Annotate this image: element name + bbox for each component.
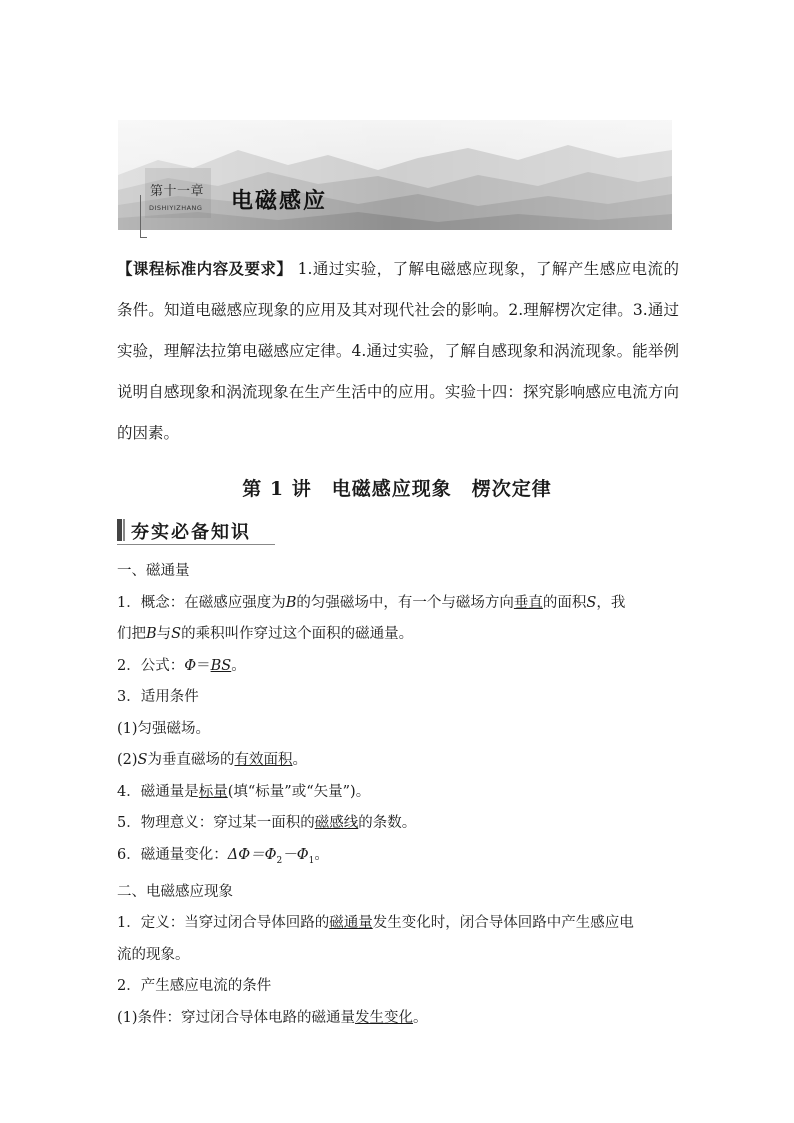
- chapter-bracket-decoration: [140, 195, 147, 238]
- section-header-label: 夯实必备知识: [131, 522, 251, 543]
- definition-line-2: 流的现象。: [117, 946, 190, 963]
- current-condition-1: (1)条件：穿过闭合导体电路的磁通量发生变化。: [117, 1009, 428, 1026]
- lesson-title: 第 1 讲 电磁感应现象 楞次定律: [242, 478, 552, 500]
- answer-blank-flux: 磁通量: [329, 915, 373, 932]
- chapter-number: 第十一章: [150, 184, 205, 199]
- current-conditions-heading: 2．产生感应电流的条件: [117, 978, 272, 995]
- answer-blank-change: 发生变化: [355, 1009, 414, 1026]
- flux-change-line: 6．磁通量变化：$\Delta\Phi=\Phi_2-\Phi_1$。: [117, 846, 329, 866]
- answer-blank-scalar: 标量: [198, 783, 228, 800]
- definition-line-1: 1．定义：当穿过闭合导体回路的磁通量发生变化时，闭合导体回路中产生感应电: [117, 915, 634, 932]
- knowledge-content: [117, 556, 679, 1034]
- conditions-heading: 3．适用条件: [117, 689, 199, 705]
- formula-line: 2．公式：Φ＝BS。: [117, 657, 246, 674]
- section-header-bar: [117, 519, 122, 541]
- standards-text: 1.通过实验，了解电磁感应现象，了解产生感应电流的条件。知道电磁感应现象的应用及其对现代社会的影响。2.理解楞次定律。3.通过实验，理解法拉第电磁感应定律。4.通过实验，了解自感现象和涡流现象。能举例说明自感现象和涡流现象在生产生活中的应用。实验十四：探究影响感应电流方向的因素。: [117, 260, 679, 442]
- section-header-bar-thin: [123, 519, 125, 541]
- concept-line-1: 1．概念：在磁感应强度为B的匀强磁场中，有一个与磁场方向垂直的面积S，我: [117, 594, 626, 611]
- concept-line-2: 们把B与S的乘积叫作穿过这个面积的磁通量。: [117, 626, 414, 642]
- scalar-line: 4．磁通量是标量(填“标量”或“矢量”)。: [117, 783, 371, 800]
- physical-meaning-line: 5．物理意义：穿过某一面积的磁感线的条数。: [117, 815, 417, 831]
- section-header: [117, 516, 275, 545]
- curriculum-standards-paragraph: [117, 248, 679, 454]
- answer-blank-bs: BS: [210, 657, 232, 674]
- condition-2: (2)S为垂直磁场的有效面积。: [117, 752, 307, 768]
- chapter-pinyin: DISHIYIZHANG: [149, 204, 203, 212]
- condition-1: (1)匀强磁场。: [117, 720, 211, 737]
- answer-blank-field-lines: 磁感线: [314, 815, 359, 831]
- heading-em-induction: 二、电磁感应现象: [117, 883, 233, 900]
- chapter-title: 电磁感应: [231, 189, 328, 214]
- answer-blank-vertical: 垂直: [513, 594, 543, 611]
- standards-tag: 【课程标准内容及要求】: [117, 259, 293, 278]
- heading-magnetic-flux: 一、磁通量: [117, 563, 190, 579]
- answer-blank-effective-area: 有效面积: [234, 752, 293, 768]
